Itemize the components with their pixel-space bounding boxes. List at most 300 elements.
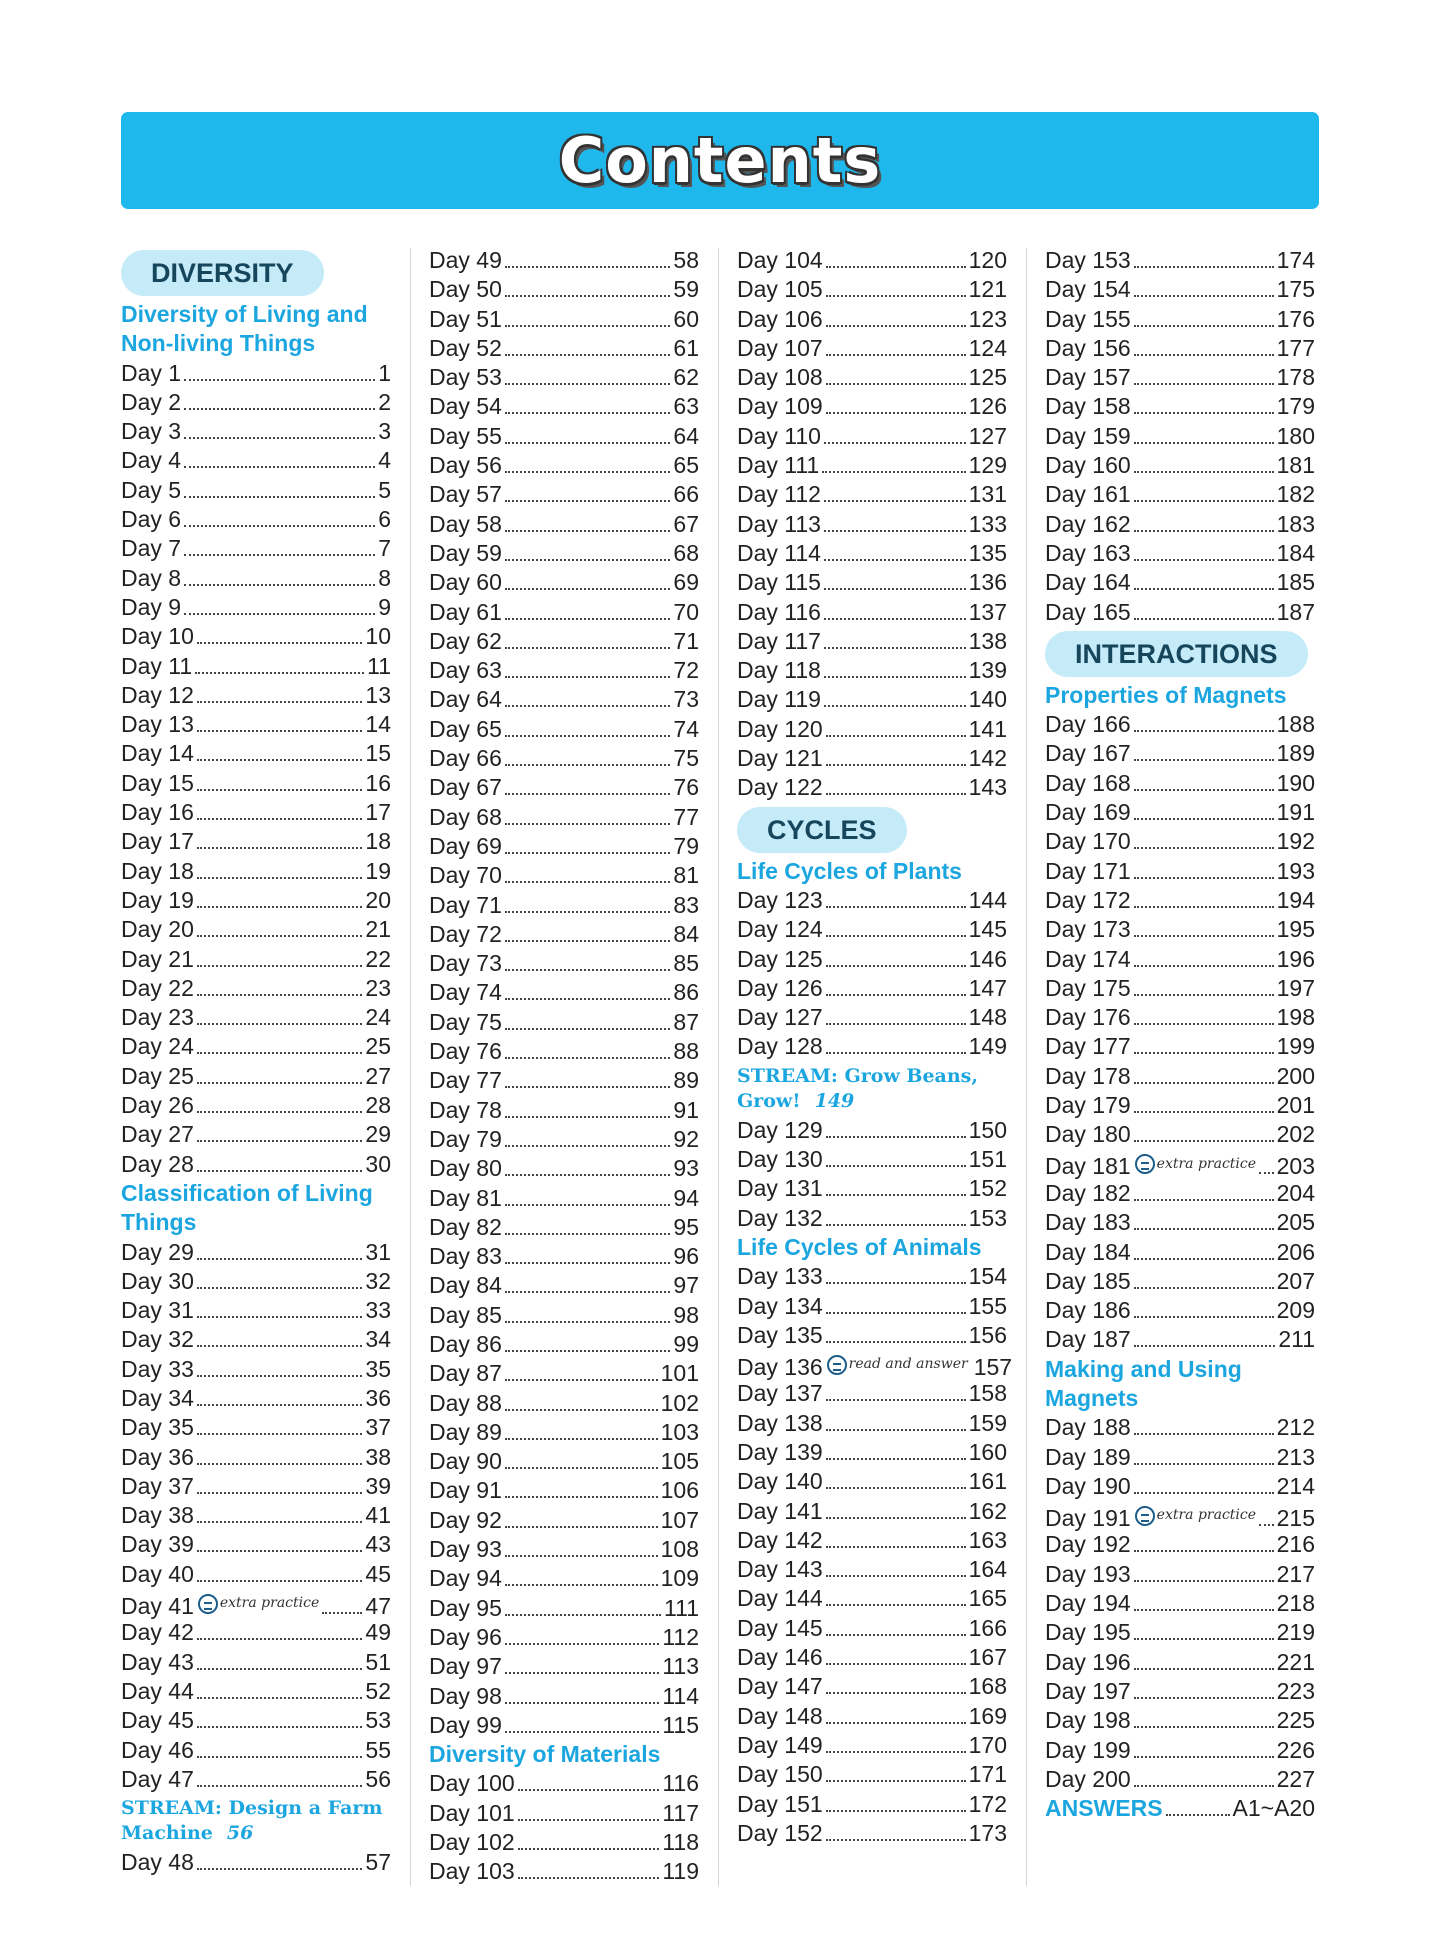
toc-entry[interactable]: [121, 1618, 391, 1647]
toc-entry[interactable]: [429, 1476, 699, 1505]
toc-entry[interactable]: [121, 446, 391, 475]
toc-entry[interactable]: [737, 1819, 1007, 1848]
toc-entry[interactable]: [121, 505, 391, 534]
entry-page: 45: [365, 1560, 391, 1587]
toc-entry[interactable]: [737, 246, 1007, 275]
entry-label: Day 148: [737, 1702, 823, 1729]
toc-entry[interactable]: [1045, 769, 1315, 798]
dot-leader: [197, 1580, 363, 1582]
dot-leader: [824, 618, 966, 620]
toc-entry[interactable]: [1045, 1560, 1315, 1589]
toc-entry[interactable]: [429, 1066, 699, 1095]
toc-entry[interactable]: [1045, 1150, 1315, 1179]
dot-leader: [1134, 935, 1274, 937]
toc-entry[interactable]: [737, 305, 1007, 334]
toc-entry[interactable]: [429, 1857, 699, 1886]
entry-label: Day 198: [1045, 1707, 1131, 1734]
toc-entry[interactable]: [737, 1672, 1007, 1701]
entry-page: 43: [365, 1531, 391, 1558]
toc-entry[interactable]: [429, 480, 699, 509]
entry-page: 155: [968, 1292, 1007, 1319]
toc-entry[interactable]: [121, 1355, 391, 1384]
toc-entry[interactable]: [1045, 1032, 1315, 1061]
toc-entry[interactable]: [1045, 1325, 1315, 1354]
toc-entry[interactable]: [121, 1062, 391, 1091]
dot-leader: [826, 1604, 966, 1606]
entry-label: Day 86: [429, 1330, 502, 1357]
toc-entry[interactable]: [737, 744, 1007, 773]
entry-label: Day 43: [121, 1648, 194, 1675]
toc-entry[interactable]: [121, 1706, 391, 1735]
toc-entry[interactable]: [737, 1204, 1007, 1233]
stream-activity[interactable]: [737, 1064, 1007, 1114]
toc-entry[interactable]: [737, 598, 1007, 627]
toc-entry[interactable]: [429, 949, 699, 978]
toc-entry[interactable]: [121, 593, 391, 622]
toc-entry[interactable]: [121, 564, 391, 593]
toc-entry[interactable]: [429, 1535, 699, 1564]
toc-entry[interactable]: [1045, 305, 1315, 334]
toc-entry[interactable]: [121, 1238, 391, 1267]
toc-entry[interactable]: [1045, 1208, 1315, 1237]
toc-entry[interactable]: [429, 1242, 699, 1271]
toc-entry[interactable]: [121, 476, 391, 505]
toc-entry[interactable]: [429, 539, 699, 568]
entry-page: 37: [365, 1414, 391, 1441]
toc-entry[interactable]: [737, 1643, 1007, 1672]
toc-entry[interactable]: [121, 1677, 391, 1706]
entry-page: 15: [365, 740, 391, 767]
toc-entry[interactable]: [121, 359, 391, 388]
toc-entry[interactable]: [429, 1564, 699, 1593]
dot-leader: [184, 408, 375, 410]
stream-page: 56: [226, 1822, 254, 1845]
toc-entry[interactable]: [429, 422, 699, 451]
toc-entry[interactable]: [121, 798, 391, 827]
toc-entry[interactable]: [1045, 1003, 1315, 1032]
dot-leader: [826, 1634, 966, 1636]
toc-entry[interactable]: [121, 1443, 391, 1472]
toc-entry[interactable]: [429, 1769, 699, 1798]
toc-entry[interactable]: [121, 915, 391, 944]
toc-entry[interactable]: [121, 739, 391, 768]
toc-entry[interactable]: [121, 1032, 391, 1061]
toc-entry[interactable]: [1045, 451, 1315, 480]
toc-entry[interactable]: [737, 422, 1007, 451]
toc-entry[interactable]: [429, 1506, 699, 1535]
entry-label: Day 93: [429, 1536, 502, 1563]
entry-page: 138: [968, 627, 1007, 654]
entry-label: Day 38: [121, 1502, 194, 1529]
toc-entry[interactable]: [737, 1497, 1007, 1526]
dot-leader: [1134, 789, 1274, 791]
entry-label: Day 195: [1045, 1619, 1131, 1646]
toc-entry[interactable]: [429, 1594, 699, 1623]
entry-label: Day 194: [1045, 1590, 1131, 1617]
dot-leader: [505, 705, 671, 707]
entry-page: 225: [1276, 1707, 1315, 1734]
dot-leader: [505, 969, 671, 971]
toc-entry[interactable]: [1045, 1618, 1315, 1647]
toc-entry[interactable]: [1045, 275, 1315, 304]
dot-leader: [505, 1291, 671, 1293]
toc-entry[interactable]: [429, 627, 699, 656]
toc-entry[interactable]: [1045, 886, 1315, 915]
toc-entry[interactable]: [737, 1321, 1007, 1350]
toc-entry[interactable]: [429, 1652, 699, 1681]
toc-entry[interactable]: [737, 1467, 1007, 1496]
dot-leader: [1134, 730, 1274, 732]
entry-label: Day 97: [429, 1653, 502, 1680]
toc-entry[interactable]: [737, 1032, 1007, 1061]
toc-entry[interactable]: [1045, 1472, 1315, 1501]
toc-entry[interactable]: [121, 1765, 391, 1794]
toc-entry[interactable]: [737, 886, 1007, 915]
toc-entry[interactable]: [1045, 1443, 1315, 1472]
toc-entry[interactable]: [429, 1623, 699, 1652]
toc-entry[interactable]: [737, 1526, 1007, 1555]
toc-entry[interactable]: [737, 1350, 1013, 1380]
stream-last-line: [737, 1089, 1007, 1114]
toc-entry[interactable]: [429, 598, 699, 627]
entry-label: Day 11: [121, 652, 193, 679]
dot-leader: [824, 705, 966, 707]
toc-entry[interactable]: [1045, 1706, 1315, 1735]
toc-entry[interactable]: [429, 861, 699, 890]
entry-label: Day 167: [1045, 740, 1131, 767]
toc-entry[interactable]: [121, 1530, 391, 1559]
toc-entry[interactable]: [429, 275, 699, 304]
entry-page: 77: [673, 803, 699, 830]
entry-label: Day 178: [1045, 1062, 1131, 1089]
dot-leader: [1134, 1668, 1274, 1670]
entry-page: 93: [673, 1155, 699, 1182]
entry-label: Day 163: [1045, 539, 1131, 566]
toc-entry[interactable]: [121, 1472, 391, 1501]
toc-entry[interactable]: [737, 1731, 1007, 1760]
toc-entry[interactable]: [1045, 1677, 1315, 1706]
toc-entry[interactable]: [121, 652, 391, 681]
toc-entry[interactable]: [1045, 598, 1315, 627]
entry-page: 83: [673, 891, 699, 918]
toc-entry[interactable]: [121, 1848, 391, 1877]
dot-leader: [826, 1751, 966, 1753]
toc-entry[interactable]: [429, 1008, 699, 1037]
toc-entry[interactable]: [1045, 710, 1315, 739]
entry-page: 188: [1276, 711, 1315, 738]
entry-label: Day 69: [429, 832, 502, 859]
toc-entry[interactable]: [1045, 1120, 1315, 1149]
entry-page: 105: [660, 1448, 699, 1475]
entry-label: Day 147: [737, 1673, 823, 1700]
toc-entry[interactable]: [737, 1760, 1007, 1789]
toc-entry[interactable]: [121, 681, 391, 710]
toc-entry[interactable]: [1045, 739, 1315, 768]
dot-leader: [1134, 1638, 1274, 1640]
toc-entry[interactable]: [429, 1271, 699, 1300]
entry-page: 121: [968, 276, 1007, 303]
toc-entry[interactable]: [429, 1096, 699, 1125]
toc-entry[interactable]: [1045, 392, 1315, 421]
toc-entry[interactable]: [1045, 1530, 1315, 1559]
toc-entry[interactable]: [737, 656, 1007, 685]
entry-label: Day 62: [429, 627, 502, 654]
toc-entry[interactable]: [737, 392, 1007, 421]
toc-entry[interactable]: [1045, 827, 1315, 856]
entry-label: Day 102: [429, 1829, 515, 1856]
toc-entry[interactable]: [737, 1555, 1007, 1584]
toc-entry[interactable]: [737, 945, 1007, 974]
toc-entry[interactable]: [121, 1267, 391, 1296]
toc-entry[interactable]: [121, 857, 391, 886]
entry-page: 149: [968, 1033, 1007, 1060]
toc-entry[interactable]: [1045, 363, 1315, 392]
toc-entry[interactable]: [1045, 510, 1315, 539]
entry-label: Day 107: [737, 334, 823, 361]
entry-label: Day 17: [121, 828, 194, 855]
toc-entry[interactable]: [737, 627, 1007, 656]
entry-label: Day 87: [429, 1360, 502, 1387]
toc-entry[interactable]: [121, 1501, 391, 1530]
toc-entry[interactable]: [1045, 1736, 1315, 1765]
entry-label: Day 140: [737, 1468, 823, 1495]
toc-entry[interactable]: [429, 978, 699, 1007]
toc-entry[interactable]: [1045, 945, 1315, 974]
toc-entry[interactable]: [737, 568, 1007, 597]
toc-entry[interactable]: [429, 305, 699, 334]
toc-entry[interactable]: [121, 945, 391, 974]
toc-entry[interactable]: [1045, 1413, 1315, 1442]
toc-entry[interactable]: [121, 534, 391, 563]
entry-label: Day 37: [121, 1472, 194, 1499]
stream-last-line: [121, 1821, 391, 1846]
toc-entry[interactable]: [429, 392, 699, 421]
entry-page: 213: [1276, 1443, 1315, 1470]
toc-entry[interactable]: [737, 685, 1007, 714]
toc-entry[interactable]: [429, 1330, 699, 1359]
toc-entry[interactable]: [1045, 915, 1315, 944]
toc-entry[interactable]: [1045, 798, 1315, 827]
toc-entry[interactable]: [737, 363, 1007, 392]
entry-label: Day 155: [1045, 305, 1131, 332]
entry-label: Day 134: [737, 1292, 823, 1319]
toc-entry[interactable]: [429, 1213, 699, 1242]
entry-label: Day 85: [429, 1301, 502, 1328]
toc-entry[interactable]: [429, 1125, 699, 1154]
dot-leader: [1134, 559, 1274, 561]
toc-entry[interactable]: [121, 1736, 391, 1765]
toc-entry[interactable]: [1045, 1062, 1315, 1091]
toc-entry[interactable]: [1045, 1091, 1315, 1120]
toc-entry[interactable]: [121, 1560, 391, 1589]
toc-entry[interactable]: [121, 1589, 391, 1618]
toc-entry[interactable]: [429, 803, 699, 832]
toc-entry[interactable]: [121, 974, 391, 1003]
toc-entry[interactable]: [121, 827, 391, 856]
entry-label: Day 29: [121, 1238, 194, 1265]
toc-entry[interactable]: [737, 334, 1007, 363]
toc-entry[interactable]: [429, 1418, 699, 1447]
toc-entry[interactable]: [429, 1184, 699, 1213]
toc-entry[interactable]: [1045, 422, 1315, 451]
toc-entry[interactable]: [1045, 1238, 1315, 1267]
toc-entry[interactable]: [429, 1799, 699, 1828]
toc-entry[interactable]: [1045, 539, 1315, 568]
toc-entry[interactable]: [429, 1301, 699, 1330]
entry-label: Day 106: [737, 305, 823, 332]
badge-label: extra practice: [1156, 1155, 1257, 1172]
toc-entry[interactable]: [1045, 974, 1315, 1003]
toc-entry[interactable]: [121, 1296, 391, 1325]
toc-entry[interactable]: [429, 1447, 699, 1476]
entry-page: 20: [365, 886, 391, 913]
toc-entry[interactable]: [737, 1262, 1007, 1291]
toc-entry[interactable]: [737, 275, 1007, 304]
toc-entry[interactable]: [429, 685, 699, 714]
toc-entry[interactable]: [737, 1292, 1007, 1321]
toc-entry[interactable]: [121, 622, 391, 651]
entry-page: 6: [378, 506, 391, 533]
toc-entry[interactable]: [121, 1413, 391, 1442]
toc-entry[interactable]: [121, 1648, 391, 1677]
toc-entry[interactable]: [429, 1359, 699, 1388]
entry-page: 114: [662, 1682, 699, 1709]
toc-entry[interactable]: [1045, 246, 1315, 275]
entry-page: 64: [673, 422, 699, 449]
toc-entry[interactable]: [737, 773, 1007, 802]
toc-entry[interactable]: [737, 451, 1007, 480]
dot-leader: [197, 994, 363, 996]
entry-page: 152: [968, 1175, 1007, 1202]
entry-page: 174: [1276, 247, 1315, 273]
entry-page: 63: [673, 393, 699, 420]
toc-entry[interactable]: [737, 1379, 1007, 1408]
toc-entry[interactable]: [737, 915, 1007, 944]
toc-entry[interactable]: [429, 510, 699, 539]
toc-entry[interactable]: [737, 1409, 1007, 1438]
toc-entry[interactable]: [1045, 1296, 1315, 1325]
toc-entry[interactable]: [429, 1037, 699, 1066]
toc-entry[interactable]: [737, 715, 1007, 744]
toc-entry[interactable]: [429, 451, 699, 480]
toc-entry[interactable]: [737, 1614, 1007, 1643]
entry-page: 219: [1276, 1619, 1315, 1646]
answers-entry[interactable]: [1045, 1794, 1315, 1823]
toc-entry[interactable]: [429, 1711, 699, 1740]
dot-leader: [505, 500, 671, 502]
entry-page: 157: [973, 1353, 1013, 1380]
toc-entry[interactable]: [121, 1150, 391, 1179]
entry-page: 212: [1276, 1414, 1315, 1441]
toc-entry[interactable]: [737, 1790, 1007, 1819]
dot-leader: [197, 1697, 363, 1699]
entry-page: 192: [1276, 828, 1315, 855]
toc-entry[interactable]: [429, 1682, 699, 1711]
dot-leader: [197, 1375, 363, 1377]
toc-entry[interactable]: [1045, 857, 1315, 886]
toc-entry[interactable]: [429, 773, 699, 802]
toc-entry[interactable]: [429, 832, 699, 861]
toc-entry[interactable]: [737, 1702, 1007, 1731]
entry-label: Day 145: [737, 1614, 823, 1641]
toc-entry[interactable]: [737, 1174, 1007, 1203]
toc-entry[interactable]: [1045, 1765, 1315, 1794]
toc-entry[interactable]: [121, 1003, 391, 1032]
dot-leader: [824, 676, 966, 678]
stream-activity[interactable]: [121, 1796, 391, 1846]
entry-label: Day 135: [737, 1321, 823, 1348]
toc-entry[interactable]: [1045, 1589, 1315, 1618]
dot-leader: [1134, 759, 1274, 761]
toc-entry[interactable]: [121, 769, 391, 798]
toc-entry[interactable]: [429, 568, 699, 597]
toc-entry[interactable]: [429, 656, 699, 685]
toc-entry[interactable]: [121, 1120, 391, 1149]
toc-entry[interactable]: [121, 388, 391, 417]
toc-entry[interactable]: [429, 1828, 699, 1857]
toc-entry[interactable]: [737, 480, 1007, 509]
entry-label: Day 166: [1045, 711, 1131, 738]
entry-page: 28: [365, 1092, 391, 1119]
entry-label: Day 94: [429, 1565, 502, 1592]
toc-entry[interactable]: [1045, 568, 1315, 597]
toc-entry[interactable]: [737, 539, 1007, 568]
toc-entry[interactable]: [737, 974, 1007, 1003]
entry-page: 56: [365, 1765, 391, 1792]
toc-entry[interactable]: [1045, 480, 1315, 509]
toc-entry[interactable]: [429, 1154, 699, 1183]
toc-entry[interactable]: [1045, 1648, 1315, 1677]
toc-entry[interactable]: [737, 1116, 1007, 1145]
toc-entry[interactable]: [429, 744, 699, 773]
toc-entry[interactable]: [429, 1389, 699, 1418]
toc-entry[interactable]: [737, 1145, 1007, 1174]
dot-leader: [1134, 1316, 1274, 1318]
entry-label: Day 118: [737, 657, 821, 684]
toc-entry[interactable]: [737, 1003, 1007, 1032]
toc-entry[interactable]: [121, 1384, 391, 1413]
toc-entry[interactable]: [1045, 1179, 1315, 1208]
toc-entry[interactable]: [737, 510, 1007, 539]
toc-entry[interactable]: [429, 334, 699, 363]
entry-label: Day 188: [1045, 1414, 1131, 1441]
toc-entry[interactable]: [429, 891, 699, 920]
toc-entry[interactable]: [737, 1438, 1007, 1467]
dot-leader: [505, 588, 671, 590]
toc-entry[interactable]: [1045, 1501, 1315, 1530]
toc-entry[interactable]: [121, 1325, 391, 1354]
dot-leader: [824, 500, 966, 502]
entry-label: Day 173: [1045, 916, 1131, 943]
toc-entry[interactable]: [121, 710, 391, 739]
toc-entry[interactable]: [429, 920, 699, 949]
toc-entry[interactable]: [737, 1584, 1007, 1613]
toc-entry[interactable]: [429, 363, 699, 392]
toc-entry[interactable]: [1045, 334, 1315, 363]
entry-page: 52: [365, 1677, 391, 1704]
toc-entry[interactable]: [121, 1091, 391, 1120]
toc-entry[interactable]: [429, 715, 699, 744]
toc-entry[interactable]: [121, 886, 391, 915]
dot-leader: [505, 412, 671, 414]
entry-page: 203: [1276, 1153, 1315, 1180]
entry-label: Day 183: [1045, 1209, 1131, 1236]
toc-entry[interactable]: [429, 246, 699, 275]
dot-leader: [826, 1341, 966, 1343]
entry-label: Day 67: [429, 774, 502, 801]
toc-entry[interactable]: [1045, 1267, 1315, 1296]
toc-entry[interactable]: [121, 417, 391, 446]
